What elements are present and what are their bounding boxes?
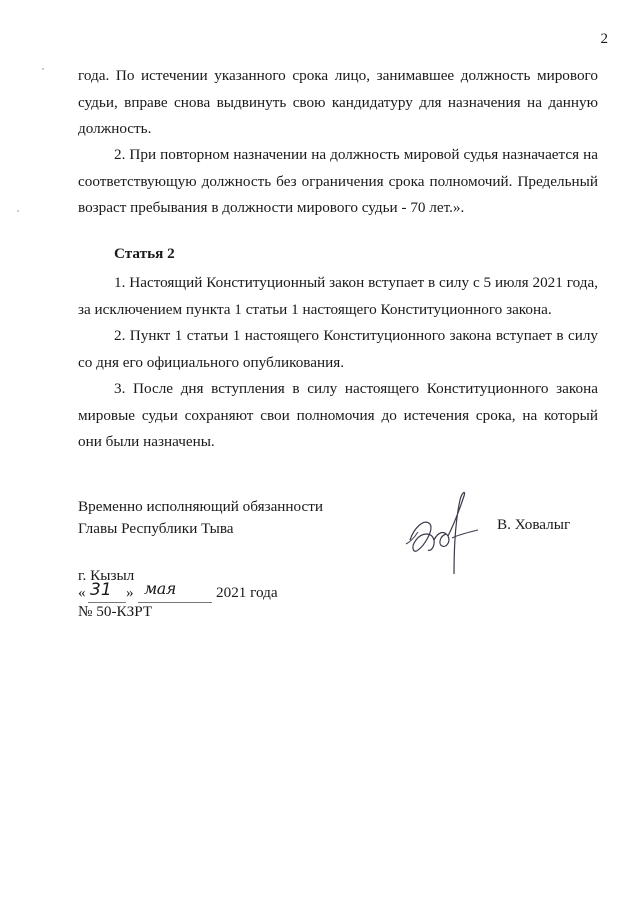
quote-open: « [78,584,86,601]
signatory-name: В. Ховалыг [497,516,571,533]
page-number: 2 [600,31,608,47]
signatory-title-line2: Главы Республики Тыва [78,520,234,537]
registration-number: № 50-КЗРТ [78,603,153,620]
signatory-title [78,496,323,540]
paragraph-item-2: 2. При повторном назначении на должность мировой судья назначается на соответствующую должность без ограничения срока полномочий. Предельный возраст пребывания в должности мирового судьи - 70 лет.». [78,146,598,216]
date-year: 2021 года [216,584,278,601]
article2-item-3: 3. После дня вступления в силу настоящего Конституционного закона мировые судьи сохраняют свои полномочия до истечения срока, на который они были назначены. [78,380,598,450]
date-month-handwritten: мая [144,579,176,598]
continuation-paragraph: года. По истечении указанного срока лицо, занимавшее должность мирового судьи, вправе снова выдвинуть свою кандидатуру для назначения на данную должность. [78,67,598,137]
place-of-signing: г. Кызыл [78,567,135,584]
article2-item-2: 2. Пункт 1 статьи 1 настоящего Конституционного закона вступает в силу со дня его официального опубликования. [78,327,598,371]
scan-speck [42,68,44,70]
scan-speck [17,210,19,212]
article-heading: Статья 2 [114,245,175,262]
quote-close: » [126,584,134,601]
signatory-title-line1: Временно исполняющий обязанности [78,498,324,515]
date-day-handwritten: 31 [90,580,112,600]
handwritten-signature [404,488,480,576]
article2-item-1: 1. Настоящий Конституционный закон вступает в силу с 5 июля 2021 года, за исключением пункта 1 статьи 1 настоящего Конституционного закона. [78,274,598,318]
